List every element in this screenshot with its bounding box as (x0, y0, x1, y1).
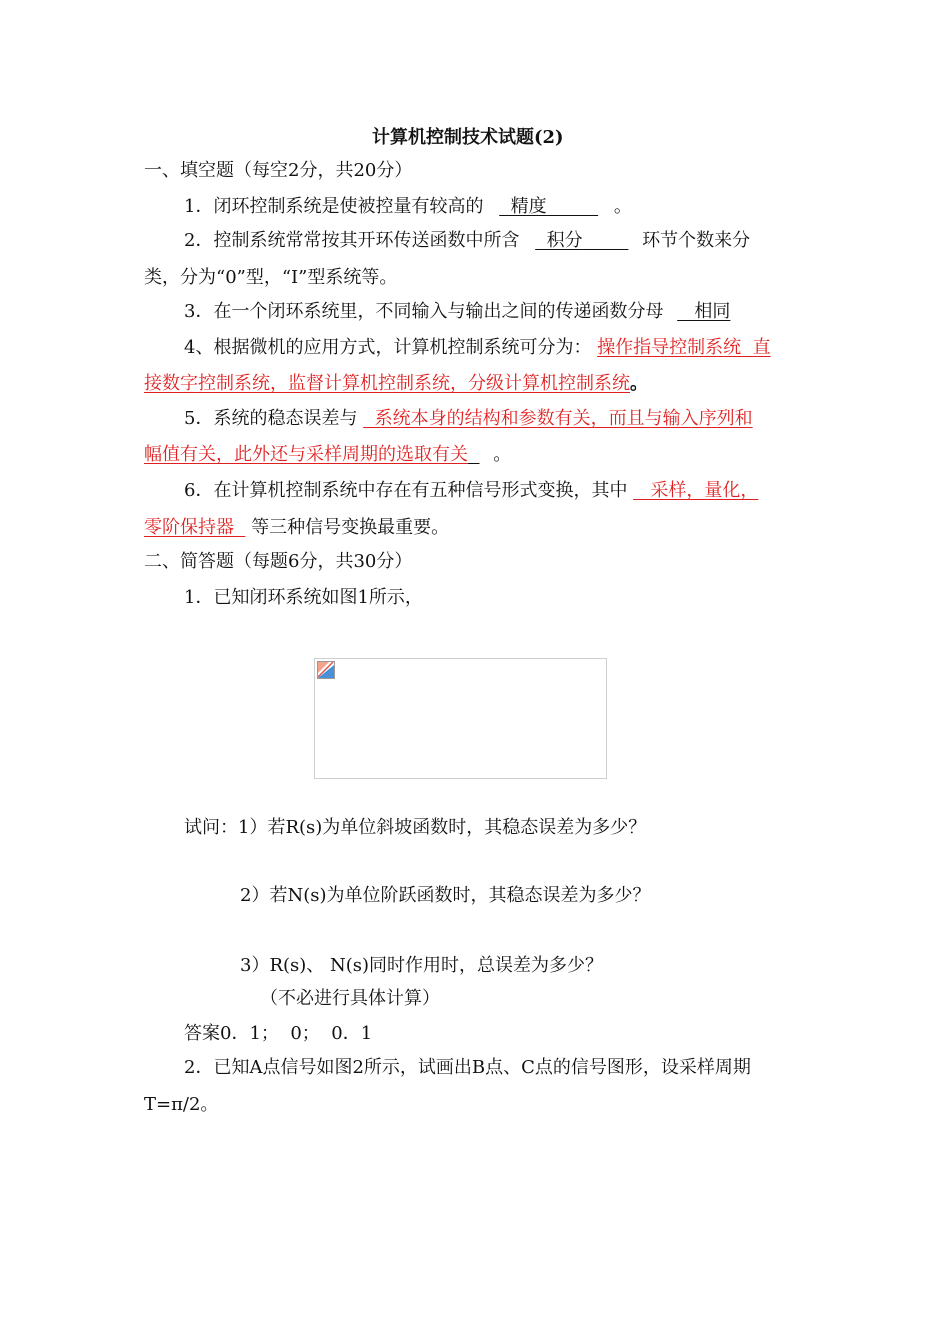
answer-blank: 相同 (677, 301, 731, 322)
question-text: 3．在一个闭环系统里，不同输入与输出之间的传递函数分母 (184, 301, 664, 322)
answer-text: 零阶保持器 (144, 517, 246, 538)
answer-blank: 积分 (535, 230, 583, 251)
question-1-4-cont (144, 372, 648, 396)
question-1-4 (184, 336, 771, 360)
question-text: 4、根据微机的应用方式，计算机控制系统可分为： (184, 337, 592, 358)
question-2-1-ask1: 试问：1）若R(s)为单位斜坡函数时，其稳态误差为多少？ (184, 817, 647, 838)
question-text: 2．控制系统常常按其开环传送函数中所含 (184, 230, 520, 251)
section2-heading: 二、简答题（每题6分，共30分） (144, 551, 413, 572)
answer-text: 幅值有关，此外还与采样周期的选取有关 (144, 444, 468, 465)
answer-text: 采样，量化， (633, 480, 759, 501)
figure-1-placeholder (314, 658, 607, 779)
question-2-1-note: （不必进行具体计算） (260, 988, 440, 1009)
question-text: 5．系统的稳态误差与 (184, 408, 358, 429)
question-end: 。 (630, 373, 648, 394)
question-1-2 (184, 229, 750, 253)
question-1-2-cont: 类，分为“0”型，“I”型系统等。 (144, 267, 398, 288)
answer-text: 系统本身的结构和参数有关，而且与输入序列和 (363, 408, 753, 429)
page-title: 计算机控制技术试题(2) (372, 127, 564, 148)
answer-blank: 精度 (499, 196, 547, 217)
question-2-2-cont: T=π/2。 (144, 1094, 219, 1115)
question-text: 1．闭环控制系统是使被控量有较高的 (184, 196, 484, 217)
answer-text: 操作指导控制系统 直 (597, 337, 771, 358)
question-1-6-cont (144, 516, 449, 540)
question-2-1-answer: 答案0．1； 0； 0．1 (184, 1023, 373, 1044)
answer-text: 接数字控制系统，监督计算机控制系统，分级计算机控制系统 (144, 373, 630, 394)
question-1-1 (184, 195, 632, 219)
question-1-6 (184, 479, 758, 503)
question-1-5 (184, 407, 753, 431)
question-end: 环节个数来分 (642, 230, 751, 251)
question-2-1: 1．已知闭环系统如图1所示， (184, 587, 423, 608)
question-1-5-cont (144, 443, 511, 467)
question-end: 等三种信号变换最重要。 (251, 517, 450, 538)
broken-image-icon (317, 661, 335, 679)
question-2-2: 2．已知A点信号如图2所示，试画出B点、C点的信号图形，设采样周期 (184, 1057, 751, 1078)
question-end: 。 (493, 444, 512, 465)
question-2-1-ask2: 2）若N(s)为单位阶跃函数时，其稳态误差为多少？ (240, 885, 651, 906)
section1-heading: 一、填空题（每空2分，共20分） (144, 160, 413, 181)
answer-blank (468, 444, 479, 465)
question-text: 6．在计算机控制系统中存在有五种信号形式变换，其中 (184, 480, 628, 501)
question-1-3 (184, 300, 730, 324)
question-end: 。 (613, 196, 632, 217)
question-2-1-ask3: 3）R(s)、 N(s)同时作用时，总误差为多少？ (240, 955, 604, 976)
